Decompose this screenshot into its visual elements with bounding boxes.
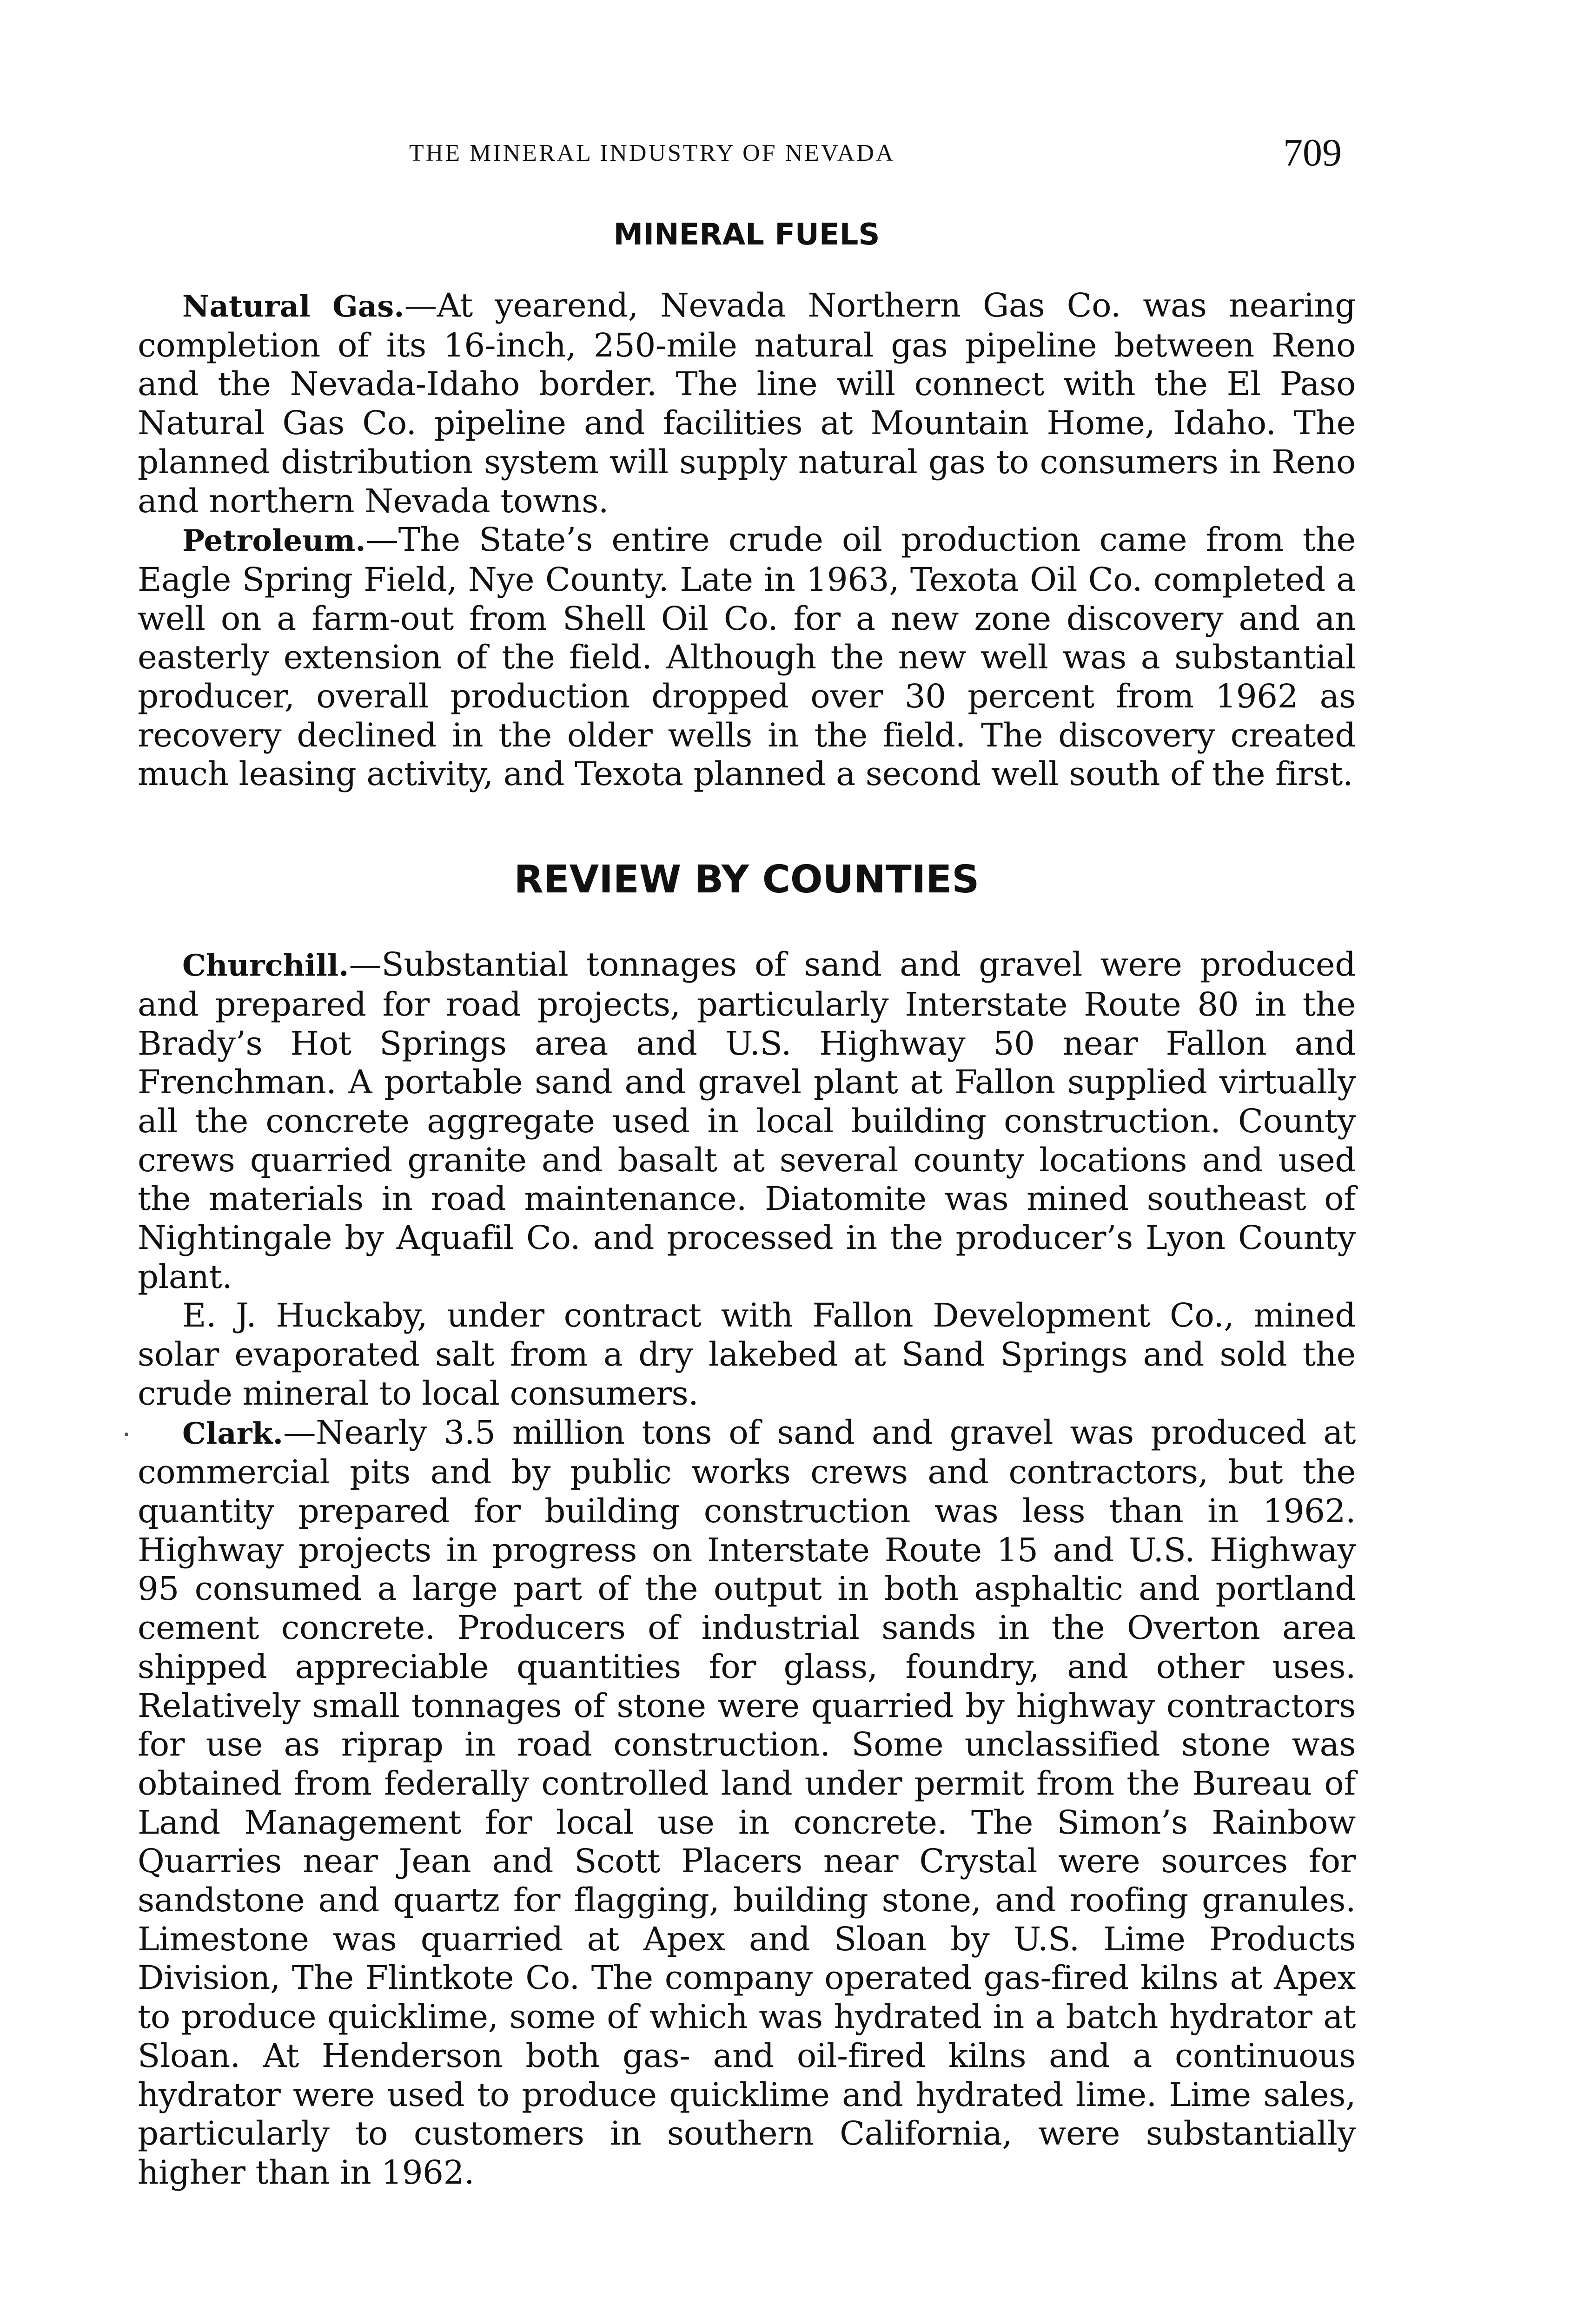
paragraph-huckaby — [138, 1296, 1356, 1413]
running-head: THE MINERAL INDUSTRY OF NEVADA — [409, 140, 895, 166]
section-heading-review-by-counties: REVIEW BY COUNTIES — [514, 858, 980, 902]
section-heading-mineral-fuels: MINERAL FUELS — [613, 218, 880, 252]
run-in-heading-petroleum: Petroleum. — [182, 523, 366, 559]
page-number: 709 — [1283, 131, 1342, 174]
run-in-heading-clark: Clark. — [182, 1416, 284, 1451]
paragraph-natural-gas — [138, 286, 1356, 521]
run-in-heading-churchill: Churchill. — [182, 948, 349, 984]
paragraph-text: —The State’s entire crude oil production came from the Eagle Spring Field, Nye County. Late in 1963, Texota Oil Co. completed a well on a farm-out from Shell Oil Co. for a new zone discovery and an easterly extension of the field. Although the new well was a substantial producer, overall production dropped over 30 percent from 1962 as recovery declined in the older wells in the field. The discovery created much leasing activity, and Texota planned a second well south of the first. — [138, 521, 1356, 793]
run-in-heading-natural-gas: Natural Gas. — [182, 289, 404, 324]
paragraph-petroleum — [138, 521, 1356, 794]
paragraph-clark — [138, 1413, 1356, 2192]
margin-mark — [125, 1433, 128, 1436]
paragraph-text: —Substantial tonnages of sand and gravel were produced and prepared for road projects, particularly Interstate Route 80 in the Brady’s Hot Springs area and U.S. Highway 50 near Fallon and Frenchman. A portable sand and gravel plant at Fallon supplied virtually all the concrete aggregate used in local building construction. County crews quarried granite and basalt at several county locations and used the materials in road maintenance. Diatomite was mined southeast of Nightingale by Aquafil Co. and processed in the producer’s Lyon County plant. — [138, 945, 1356, 1296]
paragraph-text: E. J. Huckaby, under contract with Fallon Development Co., mined solar evaporated salt from a dry lakebed at Sand Springs and sold the crude mineral to local consumers. — [138, 1296, 1356, 1413]
text-column — [138, 214, 1356, 2192]
paragraph-churchill — [138, 945, 1356, 1296]
paragraph-text: —Nearly 3.5 million tons of sand and gravel was produced at commercial pits and by public works crews and contractors, but the quantity prepared for building construction was less than in 1962. Highway projects in progress on Interstate Route 15 and U.S. Highway 95 consumed a large part of the output in both asphaltic and portland cement concrete. Producers of industrial sands in the Overton area shipped appreciable quantities for glass, foundry, and other uses. Relatively small tonnages of stone were quarried by highway contractors for use as riprap in road construction. Some unclassified stone was obtained from federally controlled land under permit from the Bureau of Land Management for local use in concrete. The Simon’s Rainbow Quarries near Jean and Scott Placers near Crystal were sources for sandstone and quartz for flagging, building stone, and roofing granules. Limestone was quarried at Apex and Sloan by U.S. Lime Products Division, The Flintkote Co. The company operated gas-fired kilns at Apex to produce quicklime, some of which was hydrated in a batch hydrator at Sloan. At Henderson both gas- and oil-fired kilns and a continuous hydrator were used to produce quicklime and hydrated lime. Lime sales, particularly to customers in southern California, were substantially higher than in 1962. — [138, 1413, 1356, 2192]
paragraph-text: —At yearend, Nevada Northern Gas Co. was nearing completion of its 16-inch, 250-mile natural gas pipeline between Reno and the Nevada-Idaho border. The line will connect with the El Paso Natural Gas Co. pipeline and facilities at Mountain Home, Idaho. The planned distribution system will supply natural gas to consumers in Reno and northern Nevada towns. — [138, 286, 1356, 520]
